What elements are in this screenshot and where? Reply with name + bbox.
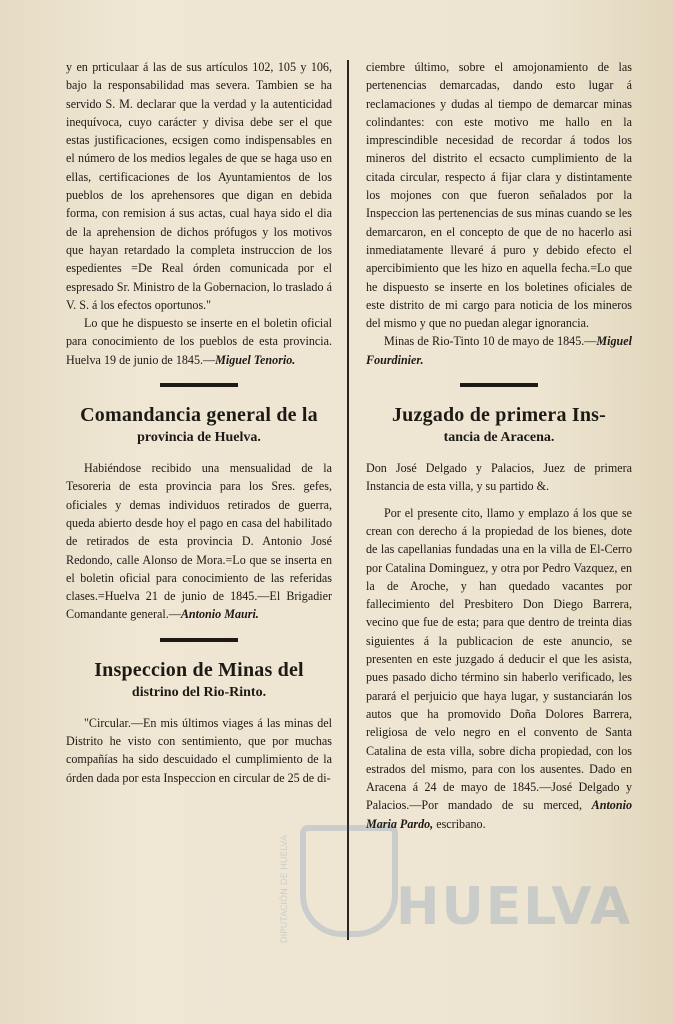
section-title-comandancia: Comandancia general de la xyxy=(80,404,318,427)
watermark-text: HUELVA xyxy=(396,877,633,937)
juzgado-body-text: Por el presente cito, llamo y emplazo á los que se crean con derecho á la propiedad de los bienes, dote de las capellanias fundadas una en la villa de El-Cerro por Catalina Dominguez, y otra por Pedro Vazquez, en la de Aroche, y han quedado vacantes por fallecimiento del Presbitero Don Diego Barrera, vecino que fue de esta; para que dentro de treinta dias siguientes á la publicacion de este anuncio, se presenten en este juzgado á deducir el que les asista, pues pasado dicho término sin haberlo verificado, les parará el perjuicio que haya lugar, y sustanciarán los autos que ha promovido Doña Dolores Barrera, religiosa de velo negro en el convento de Santa Catalina de esta villa, sobre dicha propiedad, con los estrados del mismo, para con los ausentes. Dado en Aracena á 24 de mayo de 1845.—José Delgado y Palacios.—Por mandado de su merced, xyxy=(366,505,632,813)
minas-closing-text: Minas de Rio-Tinto 10 de mayo de 1845.— xyxy=(384,334,597,349)
minas-closing xyxy=(366,332,632,369)
section-divider xyxy=(160,638,238,642)
minas-circular-body: "Circular.—En mis últimos viages á las minas del Distrito he visto con sentimiento, que por muchas compañías ha sido descuidado el cumplimiento de la órden dada por esta Inspeccion en circular de 25 de di- xyxy=(66,715,332,785)
intro-closing-text: Lo que he dispuesto se inserte en el boletin oficial para conocimiento de los pueblos de esta provincia. Huelva 19 de junio de 1845.— xyxy=(66,316,332,367)
diputacion-huelva-watermark xyxy=(280,825,633,1015)
section-subtitle-juzgado: tancia de Aracena. xyxy=(443,430,555,446)
right-column xyxy=(366,58,632,833)
section-title-juzgado: Juzgado de primera Ins- xyxy=(391,404,607,427)
comandancia-body xyxy=(66,459,332,624)
comandancia-body-text: Habiéndose recibido una mensualidad de la Tesoreria de esta provincia para los Sres. gefes, oficiales y demas individuos retirados de guerra, queda abierto desde hoy el pago en casa del habilitado de retirados de esta provincia D. Antonio José Redondo, calle Alonso de Mora.=Lo que se inserta en el boletin oficial para conocimiento de las referidas clases.=Huelva 21 de junio de 1845.—El Brigadier Comandante general.— xyxy=(66,461,332,622)
juzgado-body xyxy=(366,504,632,833)
intro-closing xyxy=(66,314,332,369)
section-divider xyxy=(160,383,238,387)
juzgado-signature: Antonio Maria Pardo, xyxy=(366,798,632,831)
section-divider xyxy=(460,383,538,387)
juzgado-signature-tail: escribano. xyxy=(433,816,486,831)
left-column xyxy=(66,58,332,787)
section-title-minas: Inspeccion de Minas del xyxy=(94,658,304,681)
watermark-vertical-text: DIPUTACIÓN DE HUELVA xyxy=(280,835,290,944)
minas-signature: Miguel Fourdinier. xyxy=(366,334,632,367)
column-divider xyxy=(347,60,349,940)
circular-continued: ciembre último, sobre el amojonamiento de las pertenencias demarcadas, dando esto lugar á reclamaciones y dudas al tiempo de demarcar minas colindantes: con este motivo me hallo en la imprescindible necesidad de recordar á todos los mineros del distrito el ecsacto cumplimiento de la citada circular, respecto á fijar clara y distintamente los mojones con que fueron señalados por la Inspeccion las pertenencias de sus minas cuando se les demarcaron, en el concepto de que de no hacerlo asi inmediatamente llevaré á puro y debido efecto el apercibimiento que les hizo en aquella fecha.=Lo que he dispuesto se inserte en los boletines oficiales de este distrito de mi cargo para noticia de los mineros del mismo y que no puedan alegar ignorancia. xyxy=(366,60,632,331)
section-subtitle-comandancia: provincia de Huelva. xyxy=(137,430,261,446)
section-subtitle-minas: distrino del Rio-Rinto. xyxy=(131,684,267,700)
comandancia-signature: Antonio Mauri. xyxy=(180,607,259,622)
watermark-shield-icon xyxy=(300,825,398,937)
juzgado-heading: Don José Delgado y Palacios, Juez de primera Instancia de esta villa, y su partido &. xyxy=(366,461,632,494)
intro-signature: Miguel Tenorio. xyxy=(215,352,296,367)
intro-paragraph: y en prticulaar á las de sus artículos 102, 105 y 106, bajo la responsabilidad mas severa. Tambien se ha servido S. M. declarar que la verdad y la autenticidad inequívoca, cuyo carácter y divisa debe ser el que estas justificaciones, ecsigen como indispensables en el número de los medios legales de que se haga uso en ellas, certificaciones de los Ayuntamientos de los pueblos de los aprehensores que digan en debida forma, con remision á sus actas, cual haya sido el dia de la aprehension de dichos prófugos y los motivos que hayan retardado la completa instruccion de los espedientes =De Real órden comunicada por el espresado Sr. Ministro de la Gobernacion, lo traslado á V. S. á los efectos oportunos." xyxy=(66,60,332,312)
